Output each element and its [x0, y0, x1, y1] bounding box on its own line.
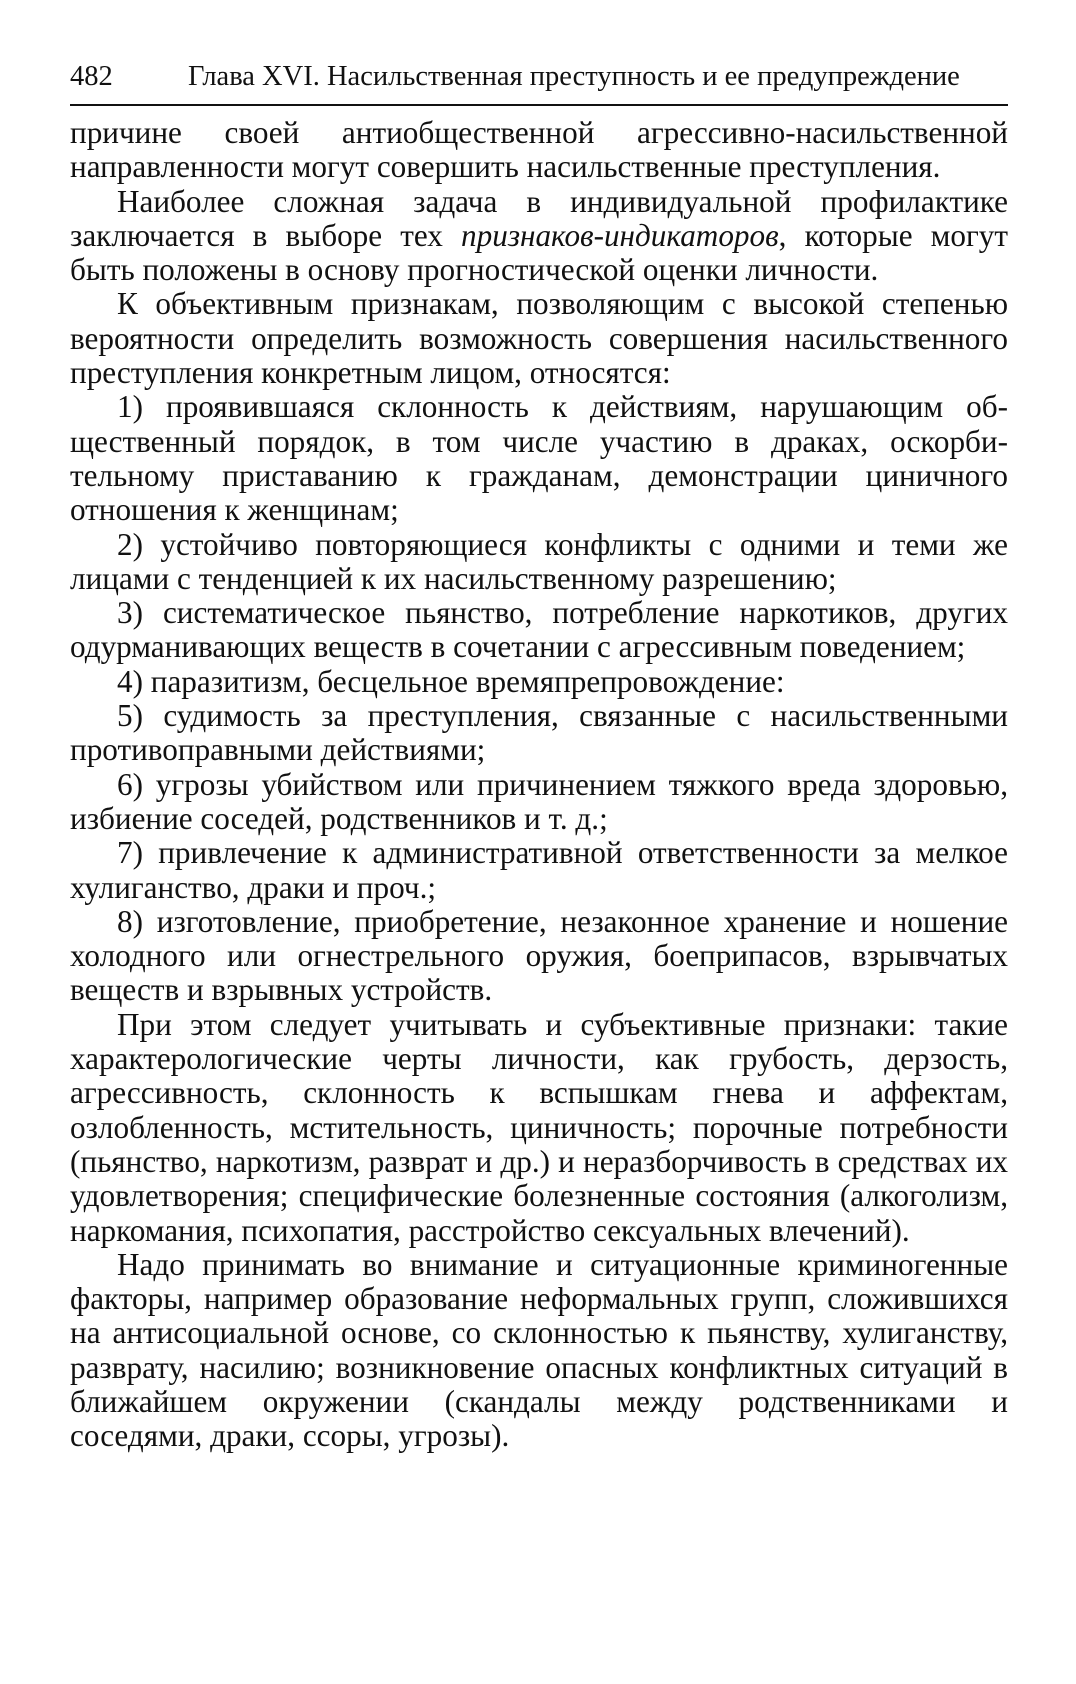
list-item-3: 3) систематическое пьянство, потребление наркотиков, других одурманивающих веществ в сочетании с агрессивным поведением;: [70, 595, 1008, 665]
page-number: 482: [70, 61, 113, 92]
paragraph-subjective-signs: При этом следует учитывать и субъективные признаки: такие характерологические черты личности, как грубость, дерзость, агрессивность, склонность к вспышкам гнева и аффектам, озлобленность, мстительность, циничность; порочные потребности (пьянство, наркотизм, разврат и др.) и неразборчивость в средствах их удовлетворения; специфические болезненные состояния (алкоголизм, наркомания, психопатия, расстройство сексуальных влечений).: [70, 1006, 1008, 1248]
list-item-2: 2) устойчиво повторяющиеся конфликты с одними и теми же лицами с тенденцией к их насильственному разрешению;: [70, 526, 1008, 596]
list-item-1: 1) проявившаяся склонность к действиям, нарушающим общественный порядок, в том числе участию в драках, оскорбительному приставанию к гражданам, демонстрации циничного отношения к женщинам;: [70, 389, 1008, 528]
list-item-4: 4) паразитизм, бесцельное времяпрепровождение:: [117, 663, 785, 699]
paragraph-text: Наиболее сложная задача в индивидуальной профилактике заключается в выборе тех: [70, 183, 1008, 253]
paragraph-situational-factors: Надо принимать во внимание и ситуационные криминогенные факторы, например образование неформальных групп, сложившихся на антисоциальной основе, со склонностью к пьянству, хулиганству, разврату, насилию; возникновение опасных конфликтных ситуаций в ближайшем окружении (скандалы между родственниками и соседями, драки, ссоры, угрозы).: [70, 1246, 1008, 1454]
paragraph-objective-signs: К объективным признакам, позволяющим с высокой степенью вероятности определить возможность совершения насильственного преступления конкретным лицом, относятся:: [70, 286, 1008, 391]
list-item-5: 5) судимость за преступления, связанные с насильственными противоправными действиями;: [70, 698, 1008, 768]
list-item-7: 7) привлечение к административной ответственности за мелкое хулиганство, драки и проч.;: [70, 835, 1008, 905]
emphasis-term: признаков-индикаторов: [461, 217, 779, 253]
chapter-title: Глава XVI. Насильственная преступность и ее предупреждение: [188, 61, 960, 92]
running-header: [70, 60, 1008, 106]
paragraph-indicators: [70, 185, 1008, 288]
list-item-8: 8) изготовление, приобретение, незаконное хранение и ношение холодного или огнестрельного оружия, боеприпасов, взрывчатых веществ и взрывных устройств.: [70, 903, 1008, 1008]
body-text: [70, 116, 1008, 1454]
book-page: [70, 60, 1008, 1454]
paragraph-continuation: причине своей антиобщественной агрессивно-насильственной направленности могут совершить насильственные преступления.: [70, 115, 1008, 185]
list-item-6: 6) угрозы убийством или причинением тяжкого вреда здоровью, избиение соседей, родственников и т. д.;: [70, 766, 1008, 836]
paragraph-text: , которые могут быть положены в основу прогностической оценки личности.: [70, 217, 1009, 288]
